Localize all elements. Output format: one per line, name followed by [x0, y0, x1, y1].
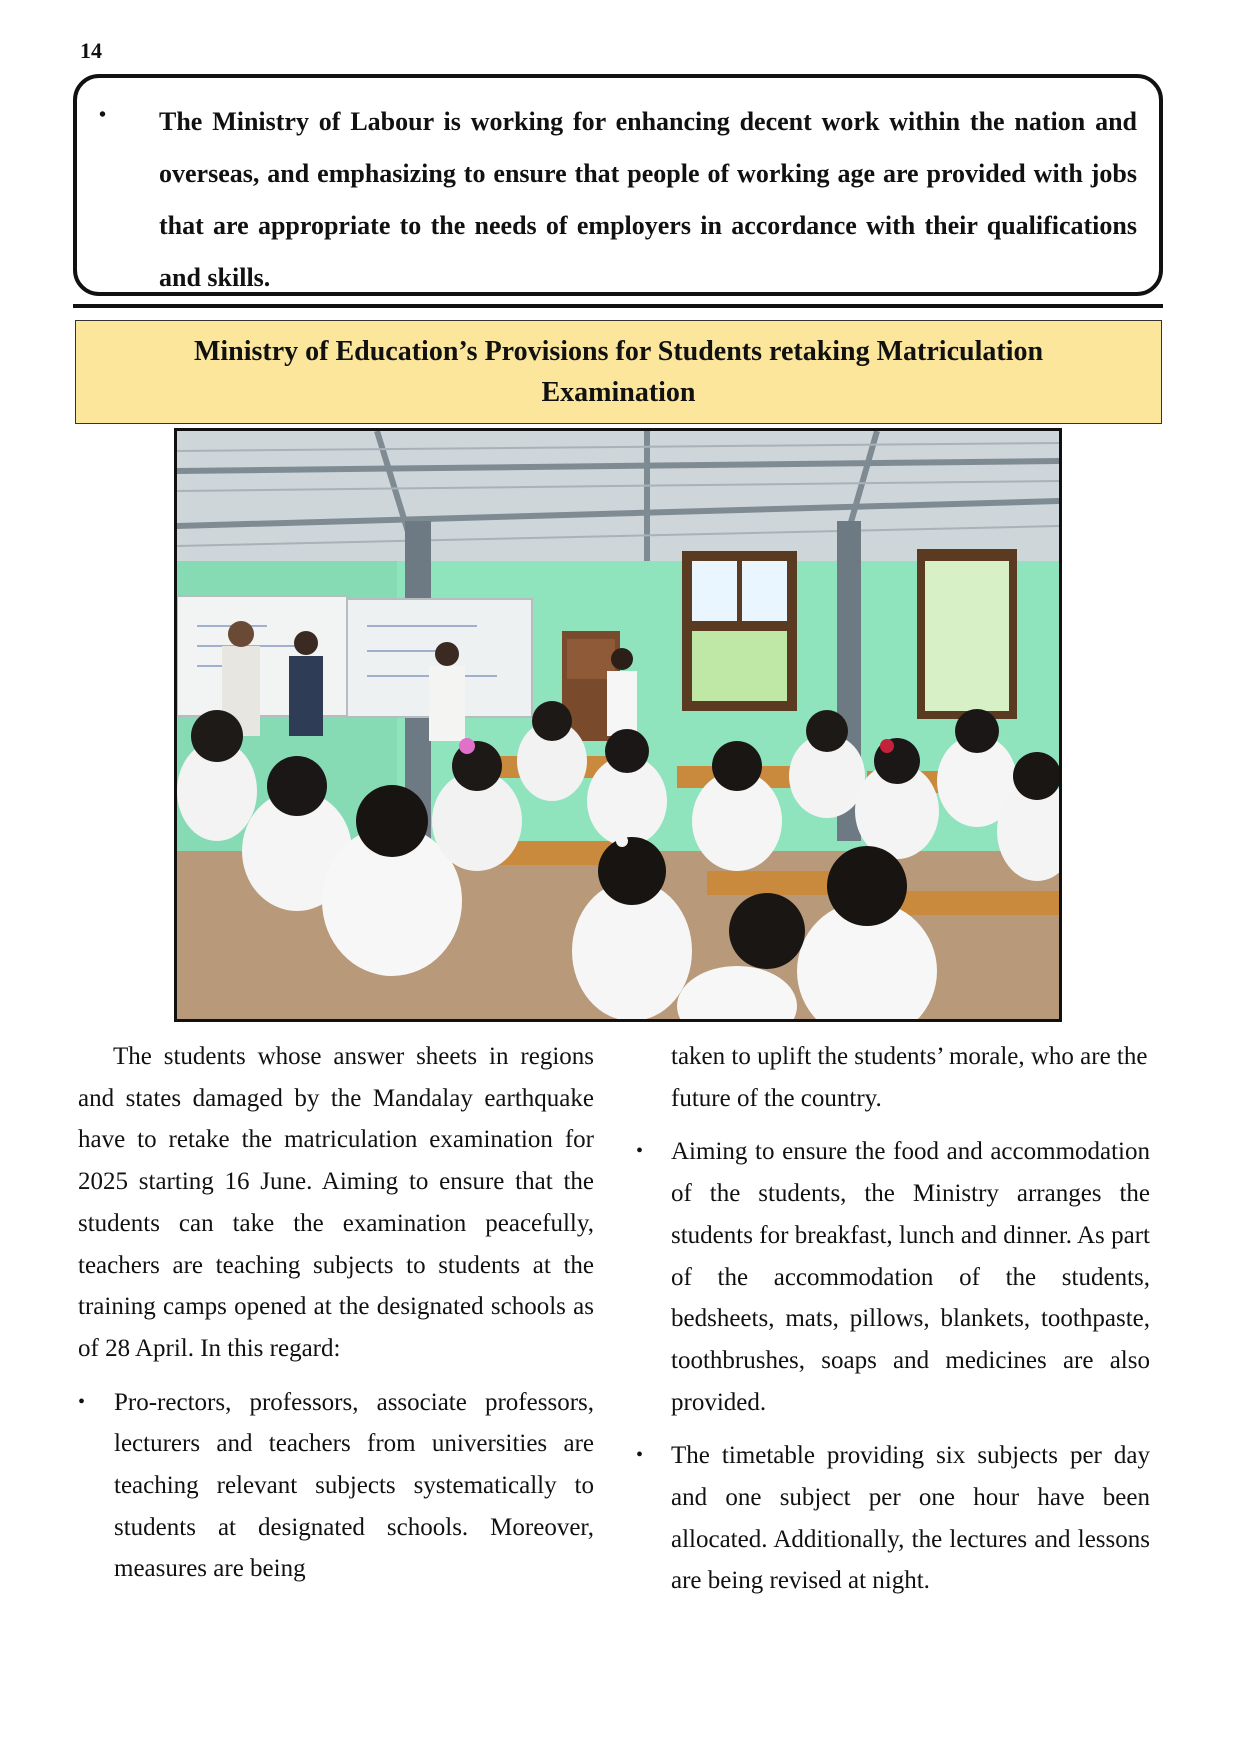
bullet-symbol: • [636, 1140, 644, 1163]
labour-callout-box [73, 74, 1163, 296]
article-heading-box [75, 320, 1162, 424]
article-heading-line2: Examination [541, 377, 696, 408]
section-divider [73, 304, 1163, 308]
article-bullet-2-text: Aiming to ensure the food and accommodation of the students, the Ministry arranges the students for breakfast, lunch and dinner. As part of the accommodation of the students, bedsheets, mats, pillows, blankets, toothpaste, toothbrushes, soaps and medicines are also provided. [671, 1138, 1150, 1416]
classroom-photo-illustration [177, 431, 1059, 1019]
bullet-symbol: • [636, 1444, 644, 1467]
bullet-symbol: • [78, 1390, 86, 1413]
article-heading [134, 331, 1103, 413]
article-bullet-3-text: The timetable providing six subjects per day and one subject per one hour have been allocated. Additionally, the lectures and lessons are being revised at night. [671, 1442, 1150, 1595]
article-column-left [78, 1036, 594, 1590]
article-intro-paragraph: The students whose answer sheets in regions and states damaged by the Mandalay earthquake have to retake the matriculation examination for 2025 starting 16 June. Aiming to ensure that the students can take the examination peacefully, teachers are teaching subjects to students at the training camps opened at the designated schools as of 28 April. In this regard: [78, 1043, 594, 1362]
callout-text: The Ministry of Labour is working for enhancing decent work within the nation and overseas, and emphasizing to ensure that people of working age are provided with jobs that are appropriate to the needs of employers in accordance with their qualifications and skills. [159, 107, 1137, 292]
article-bullet-1-continued: taken to uplift the students’ morale, who are the future of the country. [671, 1043, 1148, 1112]
article-bullet-1 [78, 1382, 594, 1591]
callout-bullet: • [99, 104, 107, 126]
article-bullet-3 [636, 1435, 1150, 1602]
article-column-right [636, 1036, 1150, 1602]
classroom-photo [174, 428, 1062, 1022]
article-bullet-2 [636, 1131, 1150, 1423]
page-number: 14 [80, 38, 102, 63]
article-heading-line1: Ministry of Education’s Provisions for Students retaking Matriculation [193, 336, 1044, 367]
article-bullet-1-text: Pro-rectors, professors, associate professors, lecturers and teachers from universities are teaching relevant subjects systematically to students at designated schools. Moreover, measures are being [114, 1388, 594, 1583]
